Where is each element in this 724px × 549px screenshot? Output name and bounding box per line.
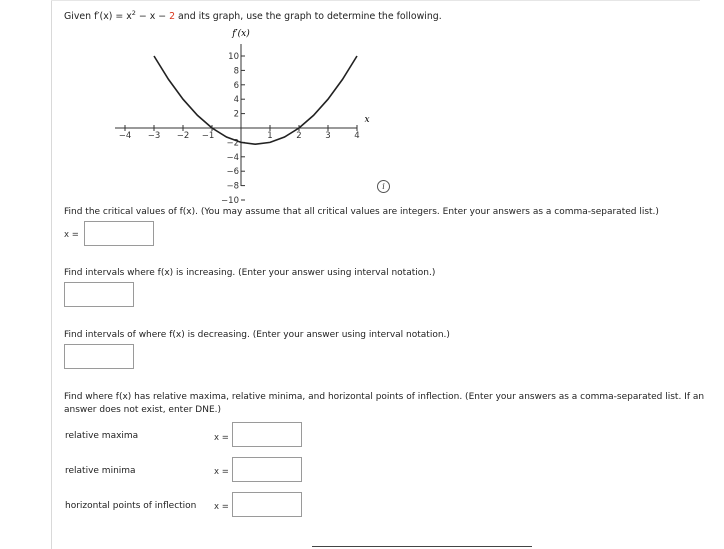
y-tick-label: −4	[226, 152, 239, 163]
question-function: f′(x) = x	[94, 11, 132, 23]
x-tick-label: −4	[118, 131, 132, 141]
question-constant: 2	[169, 11, 176, 23]
x-tick-label: −1	[201, 131, 215, 141]
y-tick-label: −2	[226, 138, 239, 149]
relative-minima-x-label: x =	[214, 467, 229, 477]
relative-maxima-input[interactable]	[232, 422, 302, 447]
increasing-input[interactable]	[64, 282, 134, 307]
relative-minima-label: relative minima	[65, 466, 136, 476]
question-middle: − x −	[135, 11, 170, 23]
increasing-prompt: Find intervals where f(x) is increasing. (Enter your answer using interval notation.)	[64, 268, 436, 278]
x-tick-label: 1	[267, 131, 273, 141]
horizontal-inflection-x-label: x =	[214, 502, 229, 512]
critical-values-prompt: Find the critical values of f(x). (You may assume that all critical values are integers. Enter your answers as a comma-separated list.)	[64, 207, 659, 217]
y-tick-label: 4	[233, 95, 239, 106]
relative-maxima-label: relative maxima	[65, 431, 139, 441]
y-tick-label: 2	[233, 109, 239, 120]
x-axis-label: x	[364, 115, 370, 125]
question-prefix: Given	[64, 11, 95, 23]
question-statement	[64, 9, 442, 22]
x-tick-label: −2	[176, 131, 190, 141]
extrema-prompt: Find where f(x) has relative maxima, relative minima, and horizontal points of inflection. (Enter your answers as a comma-separated list. If an answer does not exist, enter DNE.)	[64, 392, 705, 415]
y-tick-label: 6	[233, 80, 239, 91]
relative-maxima-x-label: x =	[214, 433, 229, 443]
y-tick-label: −10	[221, 196, 239, 206]
info-icon[interactable]: i	[377, 180, 390, 193]
critical-values-input[interactable]	[84, 221, 154, 246]
horizontal-inflection-label: horizontal points of inflection	[65, 501, 197, 511]
decreasing-input[interactable]	[64, 344, 134, 369]
critical-x-label: x =	[64, 230, 79, 240]
y-tick-label: 10	[228, 52, 239, 62]
relative-minima-input[interactable]	[232, 457, 302, 482]
content-frame-left-border	[51, 0, 52, 549]
decreasing-prompt: Find intervals of where f(x) is decreasing. (Enter your answer using interval notation.)	[64, 330, 450, 340]
bottom-divider	[312, 546, 532, 547]
derivative-graph	[105, 24, 380, 206]
x-tick-label: 2	[296, 131, 302, 141]
x-tick-label: 3	[325, 131, 331, 141]
y-tick-label: −8	[226, 181, 239, 192]
horizontal-inflection-input[interactable]	[232, 492, 302, 517]
content-frame-top-border	[51, 0, 700, 1]
y-tick-label: 8	[233, 66, 239, 77]
y-tick-label: −6	[226, 167, 239, 178]
x-tick-label: 4	[354, 131, 360, 141]
question-suffix: and its graph, use the graph to determine the following.	[175, 11, 442, 23]
y-axis-label: f′(x)	[232, 29, 250, 39]
question-exponent: 2	[131, 9, 136, 17]
x-tick-label: −3	[147, 131, 161, 141]
